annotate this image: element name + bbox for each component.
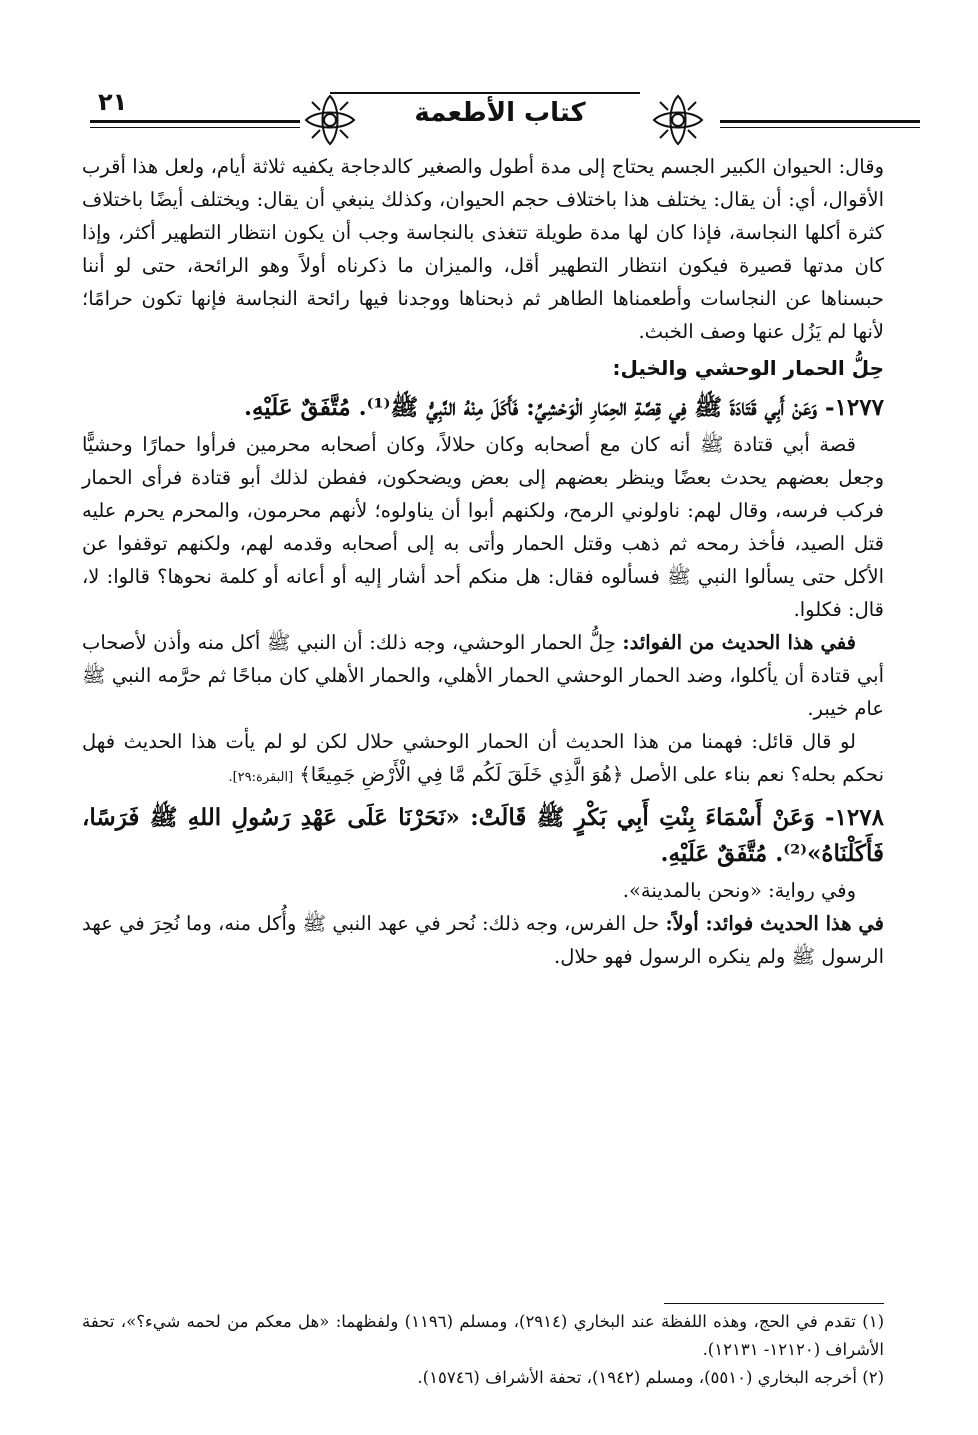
footnote-divider xyxy=(664,1303,884,1304)
paragraph xyxy=(82,907,884,973)
header-rule xyxy=(720,120,920,123)
paragraph-text: حِلُّ الحمار الوحشي، وجه ذلك: أن النبي ﷺ أكل منه وأذن لأصحاب أبي قتادة أن يأكلوا، وضد الحمار الوحشي الحمار الأهلي، والحمار الأهلي كان مباحًا ثم حرَّمه النبي ﷺ عام خيبر. xyxy=(82,631,884,720)
paragraph: قصة أبي قتادة ﷺ أنه كان مع أصحابه وكان حلالاً، وكان أصحابه محرمين فرأوا حمارًا وحشيًّا وجعل بعضهم يحدث بعضًا وينظر بعضهم إلى بعض ويضحكون، ففطن لذلك أبو قتادة فرأى الحمار فركب فرسه، وقال لهم: ناولوني الرمح، ولكنهم أبوا أن يناولوه؛ لأنهم محرمون، والمحرم يحرم عليه قتل الصيد، فأخذ رمحه ثم ذهب وقتل الحمار وأتى به إلى أصحابه وقدمه لهم، ولكنهم توقفوا عن الأكل حتى يسألوا النبي ﷺ فسألوه فقال: هل منكم أحد أشار إليه أو أعانه أو كلمة نحوها؟ قالوا: لا، قال: فكلوا. xyxy=(82,433,884,621)
page-header xyxy=(80,88,920,146)
header-rule xyxy=(90,127,300,128)
footnote: (٢) أخرجه البخاري (٥٥١٠)، ومسلم (١٩٤٢)، تحفة الأشراف (١٥٧٤٦). xyxy=(417,1368,884,1387)
hadith-text: ١٢٧٨- وَعَنْ أَسْمَاءَ بِنْتِ أَبِي بَكْرٍ ﷺ قَالَتْ: «نَحَرْنَا عَلَى عَهْدِ رَسُولِ اللهِ ﷺ فَرَسًا، فَأَكَلْنَاهُ»⁽²⁾. مُتَّفَقٌ عَلَيْهِ. xyxy=(82,804,884,867)
running-title: كتاب الأطعمة xyxy=(414,98,586,128)
paragraph: وقال: الحيوان الكبير الجسم يحتاج إلى مدة أطول والصغير كالدجاجة يكفيه ثلاثة أيام، ولعل هذا أقرب الأقوال، أي: أن يقال: يختلف هذا باختلاف حجم الحيوان، وكذلك ينبغي أن يقال: ويختلف أيضًا باختلاف كثرة أكلها النجاسة، فإذا كان لها مدة طويلة تتغذى بالنجاسة وجب أن يكون انتظار التطهير أكثر، وإذا كان مدتها قصيرة فيكون انتظار التطهير أقل، والميزان ما ذكرناه أولاً وهو الرائحة، حتى لو أننا حبسناها عن النجاسات وأطعمناها الطاهر ثم ذبحناها ووجدنا فيها رائحة النجاسة فإنها تكون حرامًا؛ لأنها لم يَزُل عنها وصف الخبث. xyxy=(82,155,884,343)
header-rule xyxy=(330,92,640,94)
hadith-text: ١٢٧٧- وَعَنْ أَبِي قَتَادَةَ ﷺ فِي قِصَّةِ الحِمَارِ الْوَحْشِيِّ: فَأَكَلَ مِنْهُ النَّبِيُّ ﷺ⁽¹⁾. مُتَّفَقٌ عَلَيْهِ. xyxy=(243,394,884,421)
paragraph xyxy=(82,626,884,725)
paragraph: وفي رواية: «ونحن بالمدينة». xyxy=(622,879,856,902)
paragraph-text: حل الفرس، وجه ذلك: نُحر في عهد النبي ﷺ وأُكل منه، وما نُحِرَ في عهد الرسول ﷺ ولم ينكره الرسول فهو حلال. xyxy=(82,912,884,968)
paragraph xyxy=(82,725,884,794)
quran-reference: [البقرة:٢٩]. xyxy=(228,770,294,785)
paragraph-text: لو قال قائل: فهمنا من هذا الحديث أن الحمار الوحشي حلال لكن لو لم يأت هذا الحديث فهل نحكم بحله؟ نعم بناء على الأصل ﴿هُوَ الَّذِي خَلَقَ لَكُم مَّا فِي الْأَرْضِ جَمِيعًا﴾ xyxy=(82,730,884,786)
ornament-icon xyxy=(648,90,708,150)
paragraph-lead: في هذا الحديث فوائد: أولاً: xyxy=(665,912,884,935)
page-body xyxy=(82,150,884,973)
ornament-icon xyxy=(300,90,360,150)
paragraph-lead: ففي هذا الحديث من الفوائد: xyxy=(622,631,856,654)
section-heading: حِلُّ الحمار الوحشي والخيل: xyxy=(612,356,884,380)
footnote: (١) تقدم في الحج، وهذه اللفظة عند البخاري (٢٩١٤)، ومسلم (١١٩٦) ولفظهما: «هل معكم من لحمه شيء؟»، تحفة الأشراف (١٢١٢٠- ١٢١٣١). xyxy=(82,1312,884,1359)
footnotes xyxy=(82,1308,884,1392)
page-number: ٢١ xyxy=(98,88,128,116)
header-rule xyxy=(90,120,300,123)
header-rule xyxy=(720,127,920,128)
